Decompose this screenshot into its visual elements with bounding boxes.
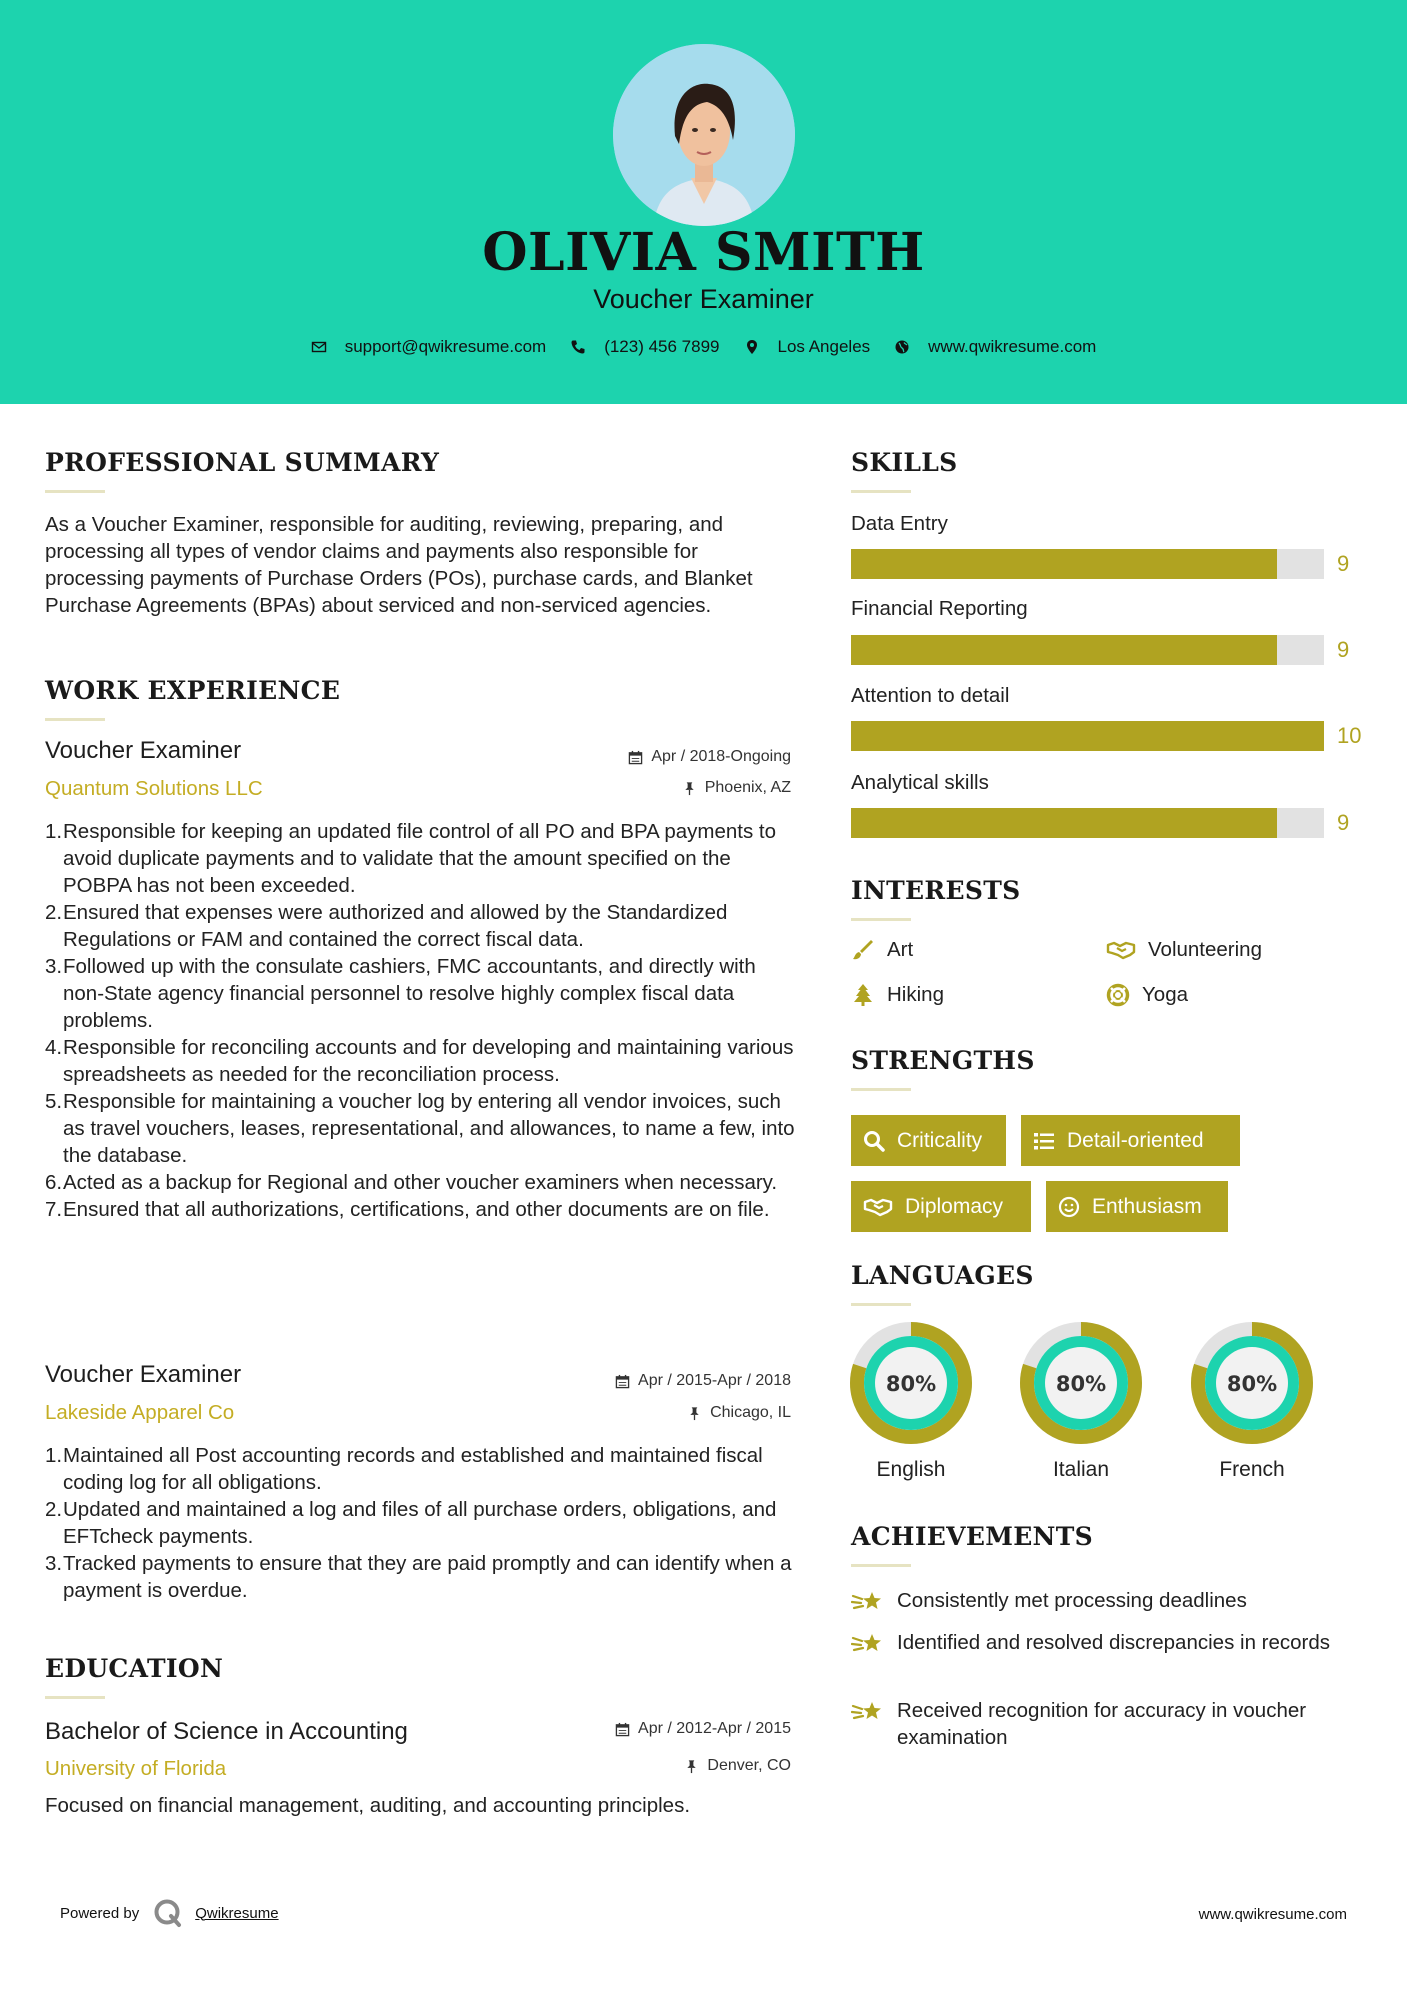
- language-percent: 80%: [1226, 1372, 1278, 1396]
- list-item: 3. Tracked payments to ensure that they are paid promptly and can identify when a payment is overdue.: [45, 1552, 792, 1602]
- contact-email[interactable]: [311, 337, 547, 357]
- achievement-item: Identified and resolved discrepancies in records: [851, 1629, 1331, 1659]
- skill-score: 9: [1337, 637, 1350, 662]
- education-heading: EDUCATION: [45, 1654, 224, 1683]
- qwikresume-link[interactable]: Qwikresume: [195, 1904, 279, 1922]
- contact-location-text: Los Angeles: [777, 337, 871, 356]
- language-name: English: [876, 1458, 946, 1481]
- map-marker-icon: [744, 339, 760, 355]
- list-item: 6. Acted as a backup for Regional and other voucher examiners when necessary.: [45, 1171, 778, 1194]
- job-1-location-text: Phoenix, AZ: [704, 779, 791, 796]
- list-item: 5. Responsible for maintaining a voucher log by entering all vendor invoices, such as travel vouchers, leases, representational, and allowances, to name a few, into the database.: [45, 1090, 795, 1167]
- footer-website[interactable]: www.qwikresume.com: [1198, 1906, 1347, 1923]
- skill-score: 10: [1337, 723, 1362, 748]
- resume-header: [0, 0, 1407, 404]
- language-percent: 80%: [1055, 1372, 1107, 1396]
- smile-icon: [1058, 1196, 1080, 1218]
- life-ring-icon: [1106, 983, 1130, 1007]
- skills-heading: SKILLS: [851, 448, 958, 477]
- language-percent: 80%: [885, 1372, 937, 1396]
- list-item: 3. Followed up with the consulate cashiers, FMC accountants, and directly with non-State agency financial personnel to resolve highly complex fiscal data problems.: [45, 955, 756, 1032]
- skills-underline: [851, 490, 911, 493]
- achievements-heading: ACHIEVEMENTS: [851, 1522, 1093, 1551]
- language-ring: [850, 1322, 972, 1444]
- job-2-company: Lakeside Apparel Co: [45, 1401, 235, 1424]
- qwikresume-logo-icon: [153, 1898, 183, 1928]
- profile-photo: [613, 44, 795, 226]
- strength-badge: Diplomacy: [851, 1181, 1031, 1232]
- interest-yoga: Yoga: [1106, 983, 1188, 1007]
- experience-underline: [45, 718, 105, 721]
- experience-heading: WORK EXPERIENCE: [45, 676, 341, 705]
- candidate-name: OLIVIA SMITH: [482, 222, 925, 283]
- education-description: Focused on financial management, auditing, and accounting principles.: [45, 1794, 691, 1817]
- skill-bar-fill: [851, 721, 1324, 751]
- strength-badge: Detail-oriented: [1021, 1115, 1240, 1166]
- job-1-company: Quantum Solutions LLC: [45, 777, 263, 800]
- tree-icon: [851, 983, 875, 1007]
- skill-bar: [851, 549, 1324, 579]
- interests-heading: INTERESTS: [851, 876, 1021, 905]
- interests-underline: [851, 918, 911, 921]
- job-1-bullets: [45, 818, 795, 1223]
- shooting-star-icon: [851, 1587, 885, 1617]
- language-item: [1191, 1322, 1313, 1482]
- summary-text: As a Voucher Examiner, responsible for auditing, reviewing, preparing, and processing all types of vendor claims and payments also responsible for processing payments of Purchase Orders (POs), purchase cards, and Blanket Purchase Agreements (BPAs) about serviced and non-serviced agencies.: [45, 513, 753, 617]
- education-location: [684, 1757, 791, 1775]
- list-item: 2. Updated and maintained a log and files of all purchase orders, obligations, and EFTcheck payments.: [45, 1498, 777, 1548]
- skill-bar-fill: [851, 808, 1277, 838]
- strength-badge: Criticality: [851, 1115, 1006, 1166]
- list-item: 7. Ensured that all authorizations, certifications, and other documents are on file.: [45, 1198, 770, 1221]
- job-2-title: Voucher Examiner: [45, 1361, 242, 1388]
- list-item: 1. Maintained all Post accounting records and established and maintained fiscal coding log for all obligations.: [45, 1444, 763, 1494]
- footer-powered-by: [60, 1898, 279, 1928]
- summary-heading: PROFESSIONAL SUMMARY: [45, 448, 440, 477]
- shooting-star-icon: [851, 1629, 885, 1659]
- skill-label: Data Entry: [851, 512, 948, 535]
- calendar-icon: [628, 750, 643, 765]
- list-icon: [1033, 1130, 1055, 1152]
- contact-phone[interactable]: [570, 337, 719, 357]
- search-icon: [863, 1130, 885, 1152]
- interest-hiking: Hiking: [851, 983, 944, 1007]
- skill-bar-fill: [851, 549, 1277, 579]
- languages-underline: [851, 1303, 911, 1306]
- job-2-dates: [615, 1372, 791, 1390]
- job-1-dates: [628, 748, 791, 766]
- strengths-underline: [851, 1088, 911, 1091]
- pushpin-icon: [682, 781, 697, 796]
- skill-score: 9: [1337, 810, 1350, 835]
- skill-bar: [851, 635, 1324, 665]
- language-item: [850, 1322, 972, 1482]
- job-1-location: [682, 779, 791, 797]
- skill-label: Analytical skills: [851, 771, 989, 794]
- language-name: Italian: [1052, 1458, 1110, 1481]
- education-dates-text: Apr / 2012-Apr / 2015: [638, 1720, 791, 1737]
- job-1-title: Voucher Examiner: [45, 737, 242, 764]
- calendar-icon: [615, 1722, 630, 1737]
- achievements-underline: [851, 1564, 911, 1567]
- achievement-item: Consistently met processing deadlines: [851, 1587, 1331, 1617]
- language-name: French: [1219, 1458, 1285, 1481]
- strength-badge: Enthusiasm: [1046, 1181, 1228, 1232]
- profile-photo-illustration: [613, 44, 795, 226]
- languages-heading: LANGUAGES: [851, 1261, 1034, 1290]
- skill-bar: [851, 721, 1324, 751]
- language-ring: [1191, 1322, 1313, 1444]
- contact-website-text: www.qwikresume.com: [928, 337, 1097, 356]
- education-underline: [45, 1696, 105, 1699]
- list-item: 4. Responsible for reconciling accounts and for developing and maintaining various spreadsheets as needed for the reconciliation process.: [45, 1036, 794, 1086]
- phone-icon: [570, 339, 586, 355]
- job-2-location-text: Chicago, IL: [710, 1404, 791, 1421]
- summary-underline: [45, 490, 105, 493]
- job-2-location: [687, 1404, 791, 1422]
- paintbrush-icon: [851, 938, 875, 962]
- calendar-icon: [615, 1374, 630, 1389]
- powered-by-label: Powered by: [60, 1904, 140, 1922]
- interest-art: Art: [851, 938, 913, 962]
- job-2-dates-text: Apr / 2015-Apr / 2018: [638, 1372, 791, 1389]
- handshake-icon: [863, 1196, 893, 1218]
- education-degree: Bachelor of Science in Accounting: [45, 1718, 408, 1745]
- globe-icon: [894, 339, 910, 355]
- list-item: 1. Responsible for keeping an updated file control of all PO and BPA payments to avoid duplicate payments and to validate that the amount specified on the POBPA has not been exceeded.: [45, 820, 777, 897]
- language-item: [1020, 1322, 1142, 1482]
- language-ring: [1020, 1322, 1142, 1444]
- skill-label: Attention to detail: [851, 684, 1010, 707]
- handshake-icon: [1106, 938, 1136, 962]
- contact-phone-text: (123) 456 7899: [604, 337, 720, 356]
- contact-bar: [0, 337, 1407, 357]
- job-2-bullets: [45, 1442, 795, 1604]
- strengths-heading: STRENGTHS: [851, 1046, 1035, 1075]
- list-item: 2. Ensured that expenses were authorized and allowed by the Standardized Regulations or FAM and contained the correct fiscal data.: [45, 901, 728, 951]
- pushpin-icon: [684, 1759, 699, 1774]
- skill-score: 9: [1337, 551, 1350, 576]
- education-location-text: Denver, CO: [707, 1757, 791, 1774]
- contact-website[interactable]: [894, 337, 1096, 357]
- skill-label: Financial Reporting: [851, 597, 1028, 620]
- pushpin-icon: [687, 1406, 702, 1421]
- envelope-icon: [311, 339, 327, 355]
- contact-email-text: support@qwikresume.com: [344, 337, 547, 356]
- skill-bar: [851, 808, 1324, 838]
- skill-bar-fill: [851, 635, 1277, 665]
- interest-volunteering: Volunteering: [1106, 938, 1262, 962]
- education-school: University of Florida: [45, 1757, 227, 1780]
- shooting-star-icon: [851, 1697, 885, 1727]
- candidate-role: Voucher Examiner: [593, 284, 814, 314]
- job-1-dates-text: Apr / 2018-Ongoing: [651, 748, 791, 765]
- education-dates: [615, 1720, 791, 1738]
- contact-location: [744, 337, 871, 357]
- achievement-item: Received recognition for accuracy in voucher examination: [851, 1697, 1331, 1751]
